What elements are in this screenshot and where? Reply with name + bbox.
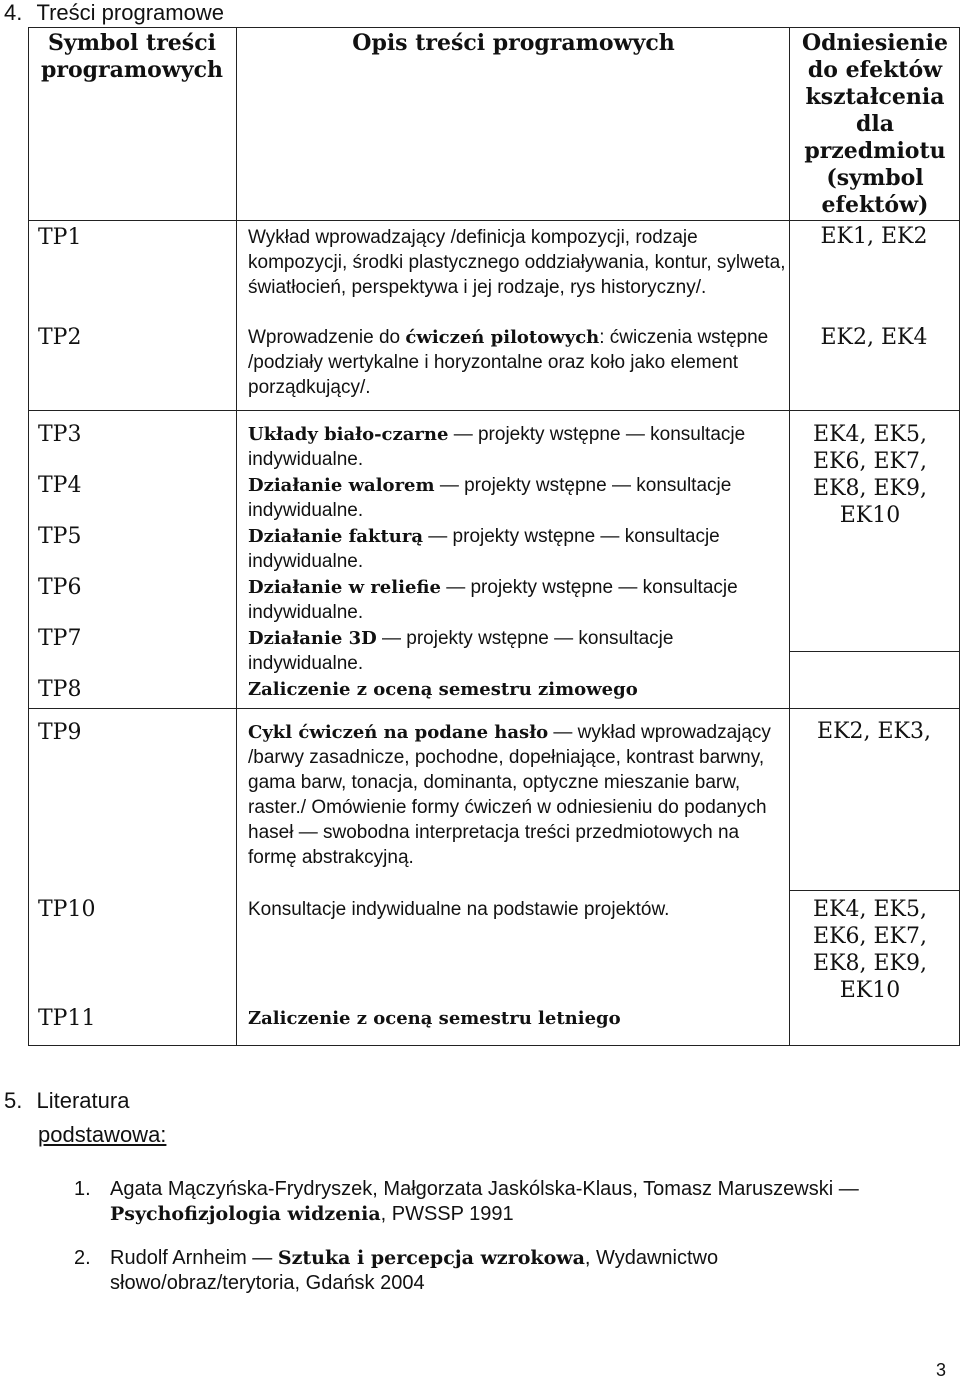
section-title: Treści programowe (36, 0, 224, 25)
literature-title: Psychofizjologia widzenia (110, 1203, 381, 1225)
row-divider (28, 708, 960, 709)
row-symbol: TP6 (38, 575, 82, 600)
literature-title: Sztuka i percepcja wzrokowa (277, 1247, 585, 1269)
row-reference: EK1, EK2 (820, 224, 928, 249)
row-symbol: TP7 (38, 626, 82, 651)
row-description (248, 575, 788, 625)
description-bold: ćwiczeń pilotowych (405, 327, 600, 348)
literature-number: 1. (74, 1178, 91, 1200)
header-reference: Odniesienie do efektów kształcenia dla przedmiotu (symbol efektów) (802, 30, 948, 218)
description-text: — projekty wstępne — konsultacje indywidualne. (248, 424, 746, 470)
literature-number: 2. (74, 1247, 91, 1269)
section-5-heading (4, 1088, 129, 1114)
row-divider (28, 410, 960, 411)
description-bold: Zaliczenie z oceną semestru letniego (248, 1008, 621, 1029)
row-reference: EK4, EK5, EK6, EK7, EK8, EK9, EK10 (813, 422, 927, 528)
header-symbol: Symbol treści programowych (41, 30, 223, 83)
column-divider (789, 27, 790, 1046)
description-bold: Działanie 3D (248, 628, 377, 649)
description-text: Wykład wprowadzający /definicja kompozycji, rodzaje kompozycji, środki plastycznego oddziaływania, kontur, sylweta, światłocień, perspektywa i jej rodzaje, rys historyczny/. (248, 227, 786, 298)
description-bold: Działanie fakturą (248, 526, 423, 547)
description-text: — projekty wstępne — konsultacje indywidualne. (248, 628, 674, 674)
description-text: : ćwiczenia wstępne /podziały wertykalne i horyzontalne oraz koło jako element porządkujący/. (248, 327, 769, 398)
description-bold: Układy biało-czarne (248, 424, 449, 445)
row-symbol: TP5 (38, 524, 82, 549)
row-description (248, 225, 788, 300)
literature-text: Agata Mączyńska-Frydryszek, Małgorzata Jaskólska-Klaus, Tomasz Maruszewski — (110, 1178, 859, 1200)
description-bold: Cykl ćwiczeń na podane hasło (248, 722, 549, 743)
row-symbol: TP3 (38, 422, 82, 447)
description-text: — projekty wstępne — konsultacje indywidualne. (248, 475, 732, 521)
row-symbol: TP4 (38, 473, 82, 498)
description-bold: Działanie walorem (248, 475, 435, 496)
description-text: — projekty wstępne — konsultacje indywidualne. (248, 577, 738, 623)
row-symbol: TP2 (38, 325, 82, 350)
row-reference: EK4, EK5, EK6, EK7, EK8, EK9, EK10 (813, 897, 927, 1003)
literature-text: Rudolf Arnheim — (110, 1247, 278, 1269)
row-symbol: TP8 (38, 677, 82, 702)
row-description (248, 325, 788, 400)
row-divider (789, 890, 960, 891)
row-description (248, 473, 788, 523)
row-symbol: TP10 (38, 897, 96, 922)
description-text: — wykład wprowadzający /barwy zasadnicze, pochodne, dopełniające, kontrast barwny, gama barw, tonacja, dominanta, optyczne mieszanie barw, raster./ Omówienie formy ćwiczeń w odniesieniu do podanych haseł — swobodna interpretacja treści przedmiotowych na formę abstrakcyjną. (248, 722, 771, 868)
section-number: 5. (4, 1088, 23, 1113)
literature-item (110, 1177, 940, 1227)
row-description (248, 1006, 788, 1031)
description-bold: Działanie w reliefie (248, 577, 441, 598)
column-divider (236, 27, 237, 1046)
row-description (248, 626, 788, 676)
row-reference: EK2, EK4 (820, 325, 928, 350)
literature-text: , Wydawnictwo słowo/obraz/terytoria, Gdańsk 2004 (110, 1247, 719, 1294)
row-description (248, 897, 788, 922)
description-text: Konsultacje indywidualne na podstawie projektów. (248, 899, 670, 920)
row-symbol: TP1 (38, 225, 82, 250)
section-number: 4. (4, 0, 23, 25)
literature-subtitle: podstawowa: (38, 1122, 167, 1147)
row-divider (28, 220, 960, 221)
row-description (248, 422, 788, 472)
page-number: 3 (936, 1360, 947, 1380)
row-description (248, 677, 788, 702)
description-bold: Zaliczenie z oceną semestru zimowego (248, 679, 638, 700)
row-reference: EK2, EK3, (817, 719, 931, 744)
section-title: Literatura (36, 1088, 130, 1113)
header-description: Opis treści programowych (352, 30, 675, 56)
row-description (248, 720, 788, 870)
row-divider (789, 651, 960, 652)
row-symbol: TP11 (38, 1006, 96, 1031)
description-text: — projekty wstępne — konsultacje indywidualne. (248, 526, 720, 572)
row-description (248, 524, 788, 574)
description-text: Wprowadzenie do (248, 327, 406, 348)
row-symbol: TP9 (38, 720, 82, 745)
literature-item (110, 1246, 800, 1296)
literature-text: , PWSSP 1991 (380, 1203, 514, 1225)
section-4-heading (4, 0, 224, 26)
